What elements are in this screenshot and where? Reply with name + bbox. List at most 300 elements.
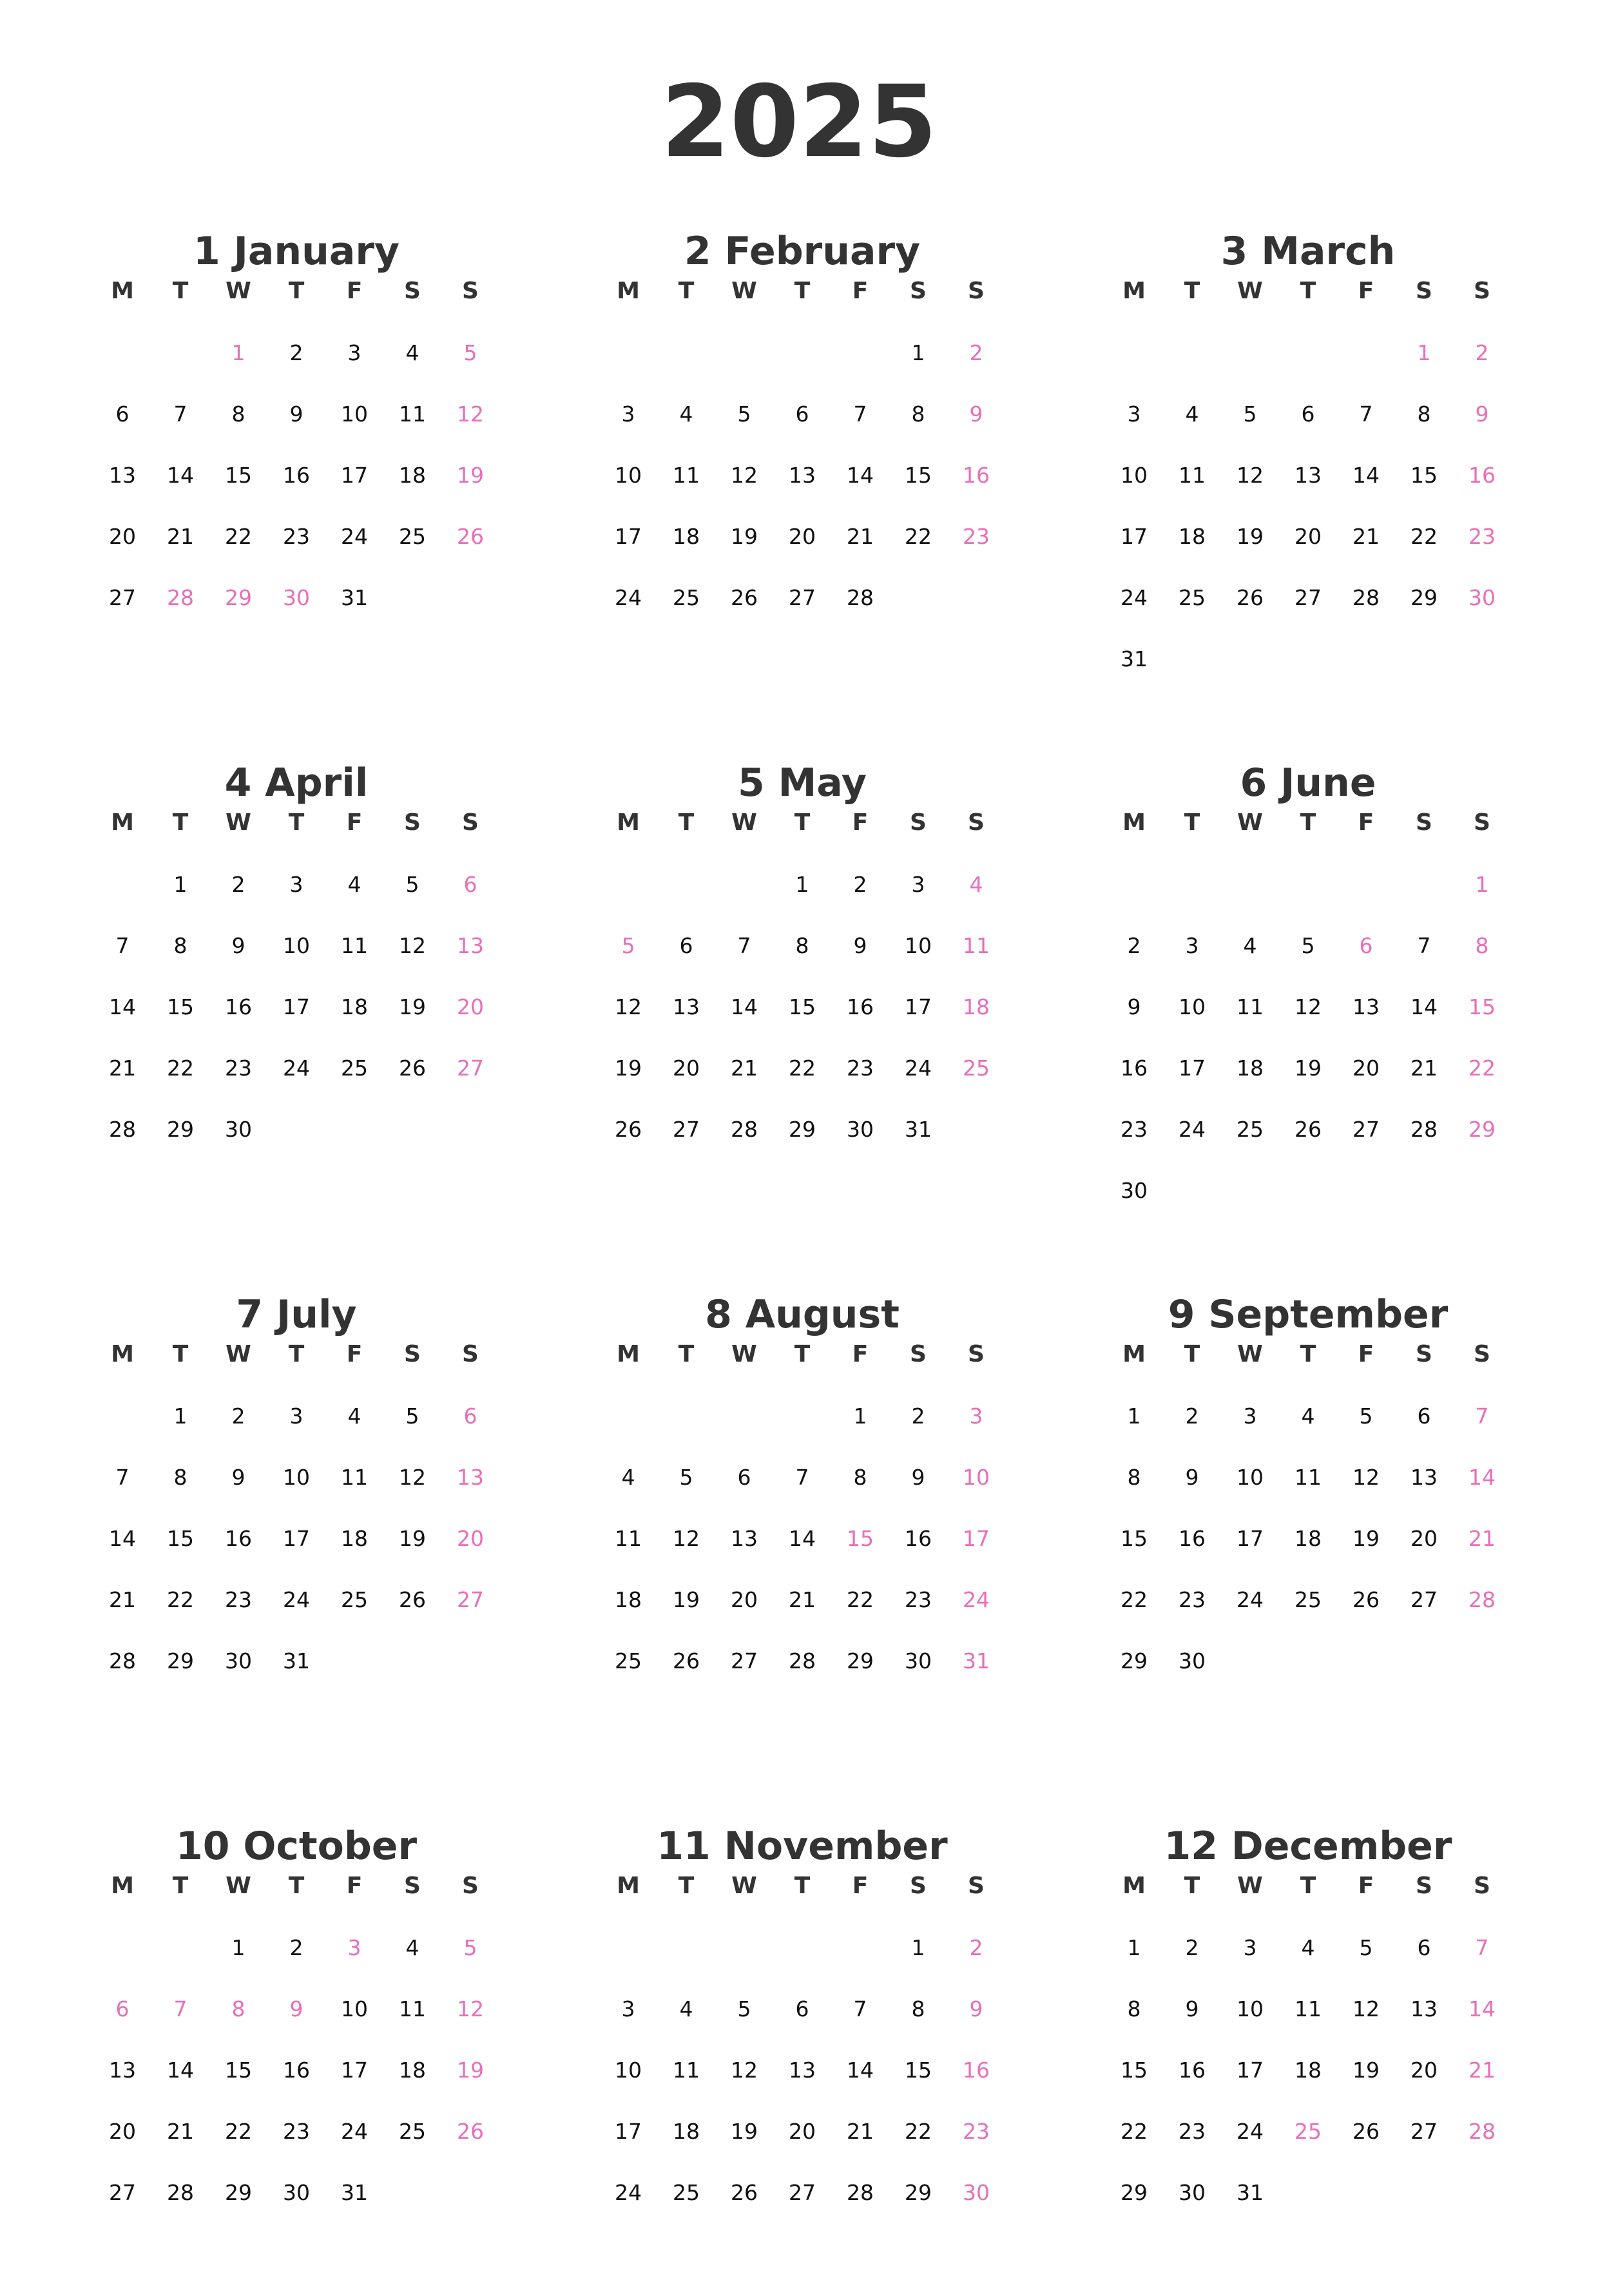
- day-cell-highlighted: 2: [969, 340, 983, 365]
- weekday-header: [599, 804, 1005, 842]
- day-cell-highlighted: 23: [963, 2119, 990, 2144]
- day-cell-highlighted: 6: [1359, 933, 1373, 958]
- day-cell: 25: [341, 1587, 368, 1612]
- day-cell: 3: [621, 1996, 635, 2021]
- day-cell: 3: [1243, 1935, 1257, 1960]
- day-cell: 8: [911, 401, 925, 427]
- weekday-label: S: [1416, 1341, 1432, 1367]
- day-cell: 13: [1410, 1465, 1438, 1490]
- day-cell-highlighted: 9: [1475, 401, 1489, 427]
- day-cell: 25: [399, 2119, 426, 2144]
- weekday-label: T: [678, 278, 695, 304]
- day-cell: 22: [225, 2119, 252, 2144]
- day-cell: 6: [1417, 1935, 1431, 1960]
- weekday-label: T: [172, 278, 189, 304]
- day-cell: 12: [399, 1465, 426, 1490]
- day-cell: 6: [679, 933, 693, 958]
- day-cell: 20: [789, 2119, 816, 2144]
- day-cell: 24: [1121, 585, 1148, 610]
- day-cell: 2: [289, 340, 303, 365]
- day-cell: 2: [1185, 1935, 1199, 1960]
- day-cell: 26: [1295, 1117, 1322, 1142]
- day-cell: 27: [1295, 585, 1322, 610]
- month-title: 12 December: [1164, 1824, 1452, 1869]
- day-cell: 7: [737, 933, 751, 958]
- day-cell-highlighted: 10: [963, 1465, 990, 1490]
- day-cell: 17: [1121, 524, 1148, 549]
- day-cell: 23: [1121, 1117, 1148, 1142]
- weekday-label: T: [1300, 1873, 1316, 1899]
- day-cell: 26: [399, 1056, 426, 1081]
- day-cell-highlighted: 23: [963, 524, 990, 549]
- weekday-label: F: [1358, 809, 1374, 836]
- day-cell: 7: [115, 1465, 130, 1490]
- day-cell: 1: [795, 872, 809, 897]
- day-cell: 10: [341, 401, 368, 427]
- day-cell: 6: [1417, 1404, 1431, 1429]
- day-cell: 1: [853, 1404, 867, 1429]
- day-cell: 7: [853, 401, 867, 427]
- day-cell: 5: [405, 872, 419, 897]
- day-cell: 1: [911, 1935, 925, 1960]
- day-cell: 6: [737, 1465, 751, 1490]
- day-cell-highlighted: 14: [1468, 1465, 1496, 1490]
- day-cell: 8: [795, 933, 809, 958]
- day-cell-highlighted: 26: [457, 524, 484, 549]
- day-cell: 5: [1359, 1935, 1373, 1960]
- weekday-header: [93, 804, 499, 842]
- weekday-header: [1105, 272, 1511, 311]
- day-cell: 24: [615, 585, 642, 610]
- day-cell: 13: [789, 463, 816, 488]
- day-cell: 4: [1301, 1935, 1315, 1960]
- month-title: 4 April: [224, 760, 369, 806]
- day-cell: 27: [789, 585, 816, 610]
- day-cell: 19: [399, 1526, 426, 1551]
- day-grid: [93, 1929, 499, 2296]
- day-cell: 29: [1121, 1648, 1148, 1674]
- day-cell-highlighted: 19: [457, 463, 484, 488]
- day-cell: 20: [1295, 524, 1322, 549]
- day-cell: 5: [1359, 1404, 1373, 1429]
- day-cell: 21: [847, 2119, 874, 2144]
- day-cell: 23: [905, 1587, 932, 1612]
- day-cell: 15: [1121, 2058, 1148, 2083]
- day-cell: 27: [789, 2180, 816, 2205]
- day-cell: 19: [399, 994, 426, 1019]
- weekday-label: T: [794, 1873, 811, 1899]
- day-cell: 4: [1243, 933, 1257, 958]
- weekday-label: S: [404, 1873, 421, 1899]
- weekday-label: F: [852, 1873, 869, 1899]
- day-cell-highlighted: 24: [963, 1587, 990, 1612]
- weekday-label: T: [172, 809, 189, 836]
- day-cell: 24: [341, 2119, 368, 2144]
- day-cell: 15: [1410, 463, 1438, 488]
- day-cell-highlighted: 25: [963, 1056, 990, 1081]
- day-cell: 4: [1301, 1404, 1315, 1429]
- month-title: 8 August: [705, 1292, 900, 1337]
- day-cell: 26: [399, 1587, 426, 1612]
- day-cell-highlighted: 3: [969, 1404, 983, 1429]
- day-cell: 23: [283, 524, 310, 549]
- day-cell: 9: [231, 1465, 245, 1490]
- weekday-label: F: [1358, 1341, 1374, 1367]
- day-cell: 18: [1295, 1526, 1322, 1551]
- day-cell: 28: [109, 1648, 136, 1674]
- day-cell: 18: [673, 2119, 700, 2144]
- day-cell: 14: [731, 994, 758, 1019]
- day-cell: 17: [1237, 2058, 1264, 2083]
- weekday-header: [599, 1867, 1005, 1905]
- weekday-label: W: [731, 1873, 757, 1899]
- day-cell: 30: [847, 1117, 874, 1142]
- day-cell: 28: [1353, 585, 1380, 610]
- day-cell: 7: [1417, 933, 1431, 958]
- day-cell: 31: [905, 1117, 932, 1142]
- day-cell: 9: [231, 933, 245, 958]
- day-cell-highlighted: 30: [963, 2180, 990, 2205]
- day-cell: 26: [673, 1648, 700, 1674]
- day-cell: 9: [853, 933, 867, 958]
- day-grid: [93, 865, 499, 1233]
- weekday-label: W: [1237, 1341, 1263, 1367]
- day-cell: 11: [673, 2058, 700, 2083]
- weekday-label: T: [288, 1341, 305, 1367]
- day-cell: 30: [225, 1117, 252, 1142]
- day-cell: 16: [847, 994, 874, 1019]
- day-cell: 5: [1243, 401, 1257, 427]
- day-cell: 27: [673, 1117, 700, 1142]
- day-cell-highlighted: 21: [1468, 2058, 1496, 2083]
- day-cell-highlighted: 29: [225, 585, 252, 610]
- day-cell-highlighted: 5: [463, 1935, 477, 1960]
- day-cell: 12: [399, 933, 426, 958]
- day-cell: 18: [1237, 1056, 1264, 1081]
- day-cell: 25: [1237, 1117, 1264, 1142]
- day-cell: 9: [1127, 994, 1141, 1019]
- day-cell-highlighted: 9: [289, 1996, 303, 2021]
- weekday-label: S: [462, 1873, 479, 1899]
- day-cell-highlighted: 6: [463, 872, 477, 897]
- weekday-label: T: [678, 1341, 695, 1367]
- day-cell: 30: [905, 1648, 932, 1674]
- weekday-label: S: [910, 809, 927, 836]
- day-cell: 19: [731, 2119, 758, 2144]
- day-cell: 7: [853, 1996, 867, 2021]
- day-cell: 16: [1179, 2058, 1206, 2083]
- day-cell: 15: [905, 463, 932, 488]
- day-cell-highlighted: 30: [283, 585, 310, 610]
- day-cell: 8: [1417, 401, 1431, 427]
- weekday-label: S: [1474, 1341, 1490, 1367]
- weekday-label: F: [852, 1341, 869, 1367]
- weekday-label: S: [462, 1341, 479, 1367]
- day-cell-highlighted: 27: [457, 1587, 484, 1612]
- day-cell: 10: [615, 463, 642, 488]
- weekday-label: S: [910, 1873, 927, 1899]
- weekday-label: S: [462, 809, 479, 836]
- weekday-label: S: [404, 278, 421, 304]
- day-cell: 29: [1121, 2180, 1148, 2205]
- weekday-label: F: [346, 809, 363, 836]
- weekday-label: W: [1237, 278, 1263, 304]
- day-cell: 23: [847, 1056, 874, 1081]
- day-cell: 23: [1179, 1587, 1206, 1612]
- day-cell-highlighted: 9: [969, 1996, 983, 2021]
- day-cell: 28: [789, 1648, 816, 1674]
- day-cell-highlighted: 7: [1475, 1935, 1489, 1960]
- day-cell: 27: [1410, 2119, 1438, 2144]
- day-cell: 8: [1127, 1465, 1141, 1490]
- day-cell: 15: [225, 463, 252, 488]
- day-cell-highlighted: 1: [1417, 340, 1431, 365]
- day-cell: 11: [1237, 994, 1264, 1019]
- day-cell: 7: [115, 933, 130, 958]
- day-cell: 4: [679, 401, 693, 427]
- day-cell: 31: [1237, 2180, 1264, 2205]
- day-cell: 12: [673, 1526, 700, 1551]
- day-cell: 21: [109, 1056, 136, 1081]
- day-cell: 3: [1127, 401, 1141, 427]
- weekday-label: F: [346, 1341, 363, 1367]
- day-cell: 29: [847, 1648, 874, 1674]
- weekday-label: F: [1358, 1873, 1374, 1899]
- day-cell: 18: [341, 994, 368, 1019]
- day-cell: 18: [341, 1526, 368, 1551]
- weekday-label: T: [794, 1341, 811, 1367]
- day-grid: [1105, 334, 1511, 701]
- month-title: 3 March: [1220, 229, 1396, 274]
- weekday-label: W: [226, 278, 251, 304]
- day-cell: 20: [109, 524, 136, 549]
- day-cell: 17: [1179, 1056, 1206, 1081]
- day-cell: 26: [1353, 1587, 1380, 1612]
- weekday-label: M: [1122, 278, 1146, 304]
- day-cell: 31: [1121, 646, 1148, 671]
- weekday-label: F: [1358, 278, 1374, 304]
- day-cell: 20: [109, 2119, 136, 2144]
- weekday-label: S: [1474, 278, 1490, 304]
- day-cell: 4: [621, 1465, 635, 1490]
- day-cell-highlighted: 18: [963, 994, 990, 1019]
- day-cell: 13: [1410, 1996, 1438, 2021]
- day-cell: 22: [167, 1056, 194, 1081]
- day-cell: 11: [399, 401, 426, 427]
- day-cell: 9: [1185, 1996, 1199, 2021]
- day-cell: 11: [673, 463, 700, 488]
- day-cell: 8: [173, 1465, 188, 1490]
- weekday-label: T: [288, 809, 305, 836]
- day-cell: 22: [1121, 1587, 1148, 1612]
- weekday-label: T: [288, 278, 305, 304]
- day-cell: 26: [731, 2180, 758, 2205]
- day-cell-highlighted: 19: [457, 2058, 484, 2083]
- day-cell: 22: [789, 1056, 816, 1081]
- day-cell: 3: [347, 340, 361, 365]
- day-cell: 10: [1237, 1996, 1264, 2021]
- day-cell: 15: [225, 2058, 252, 2083]
- day-cell: 6: [795, 401, 809, 427]
- day-cell: 9: [1185, 1465, 1199, 1490]
- day-cell: 4: [405, 1935, 419, 1960]
- weekday-label: T: [794, 809, 811, 836]
- day-cell: 31: [341, 585, 368, 610]
- day-cell: 4: [679, 1996, 693, 2021]
- day-cell: 3: [1185, 933, 1199, 958]
- weekday-label: S: [968, 1873, 985, 1899]
- day-cell: 8: [231, 401, 245, 427]
- day-grid: [93, 334, 499, 701]
- day-cell: 19: [1353, 1526, 1380, 1551]
- day-cell-highlighted: 4: [969, 872, 983, 897]
- day-cell: 20: [731, 1587, 758, 1612]
- day-cell: 13: [1295, 463, 1322, 488]
- weekday-label: F: [346, 278, 363, 304]
- day-cell: 29: [905, 2180, 932, 2205]
- day-cell: 14: [109, 1526, 136, 1551]
- day-cell: 11: [341, 933, 368, 958]
- day-cell-highlighted: 23: [1468, 524, 1496, 549]
- weekday-header: [599, 272, 1005, 311]
- day-cell-highlighted: 22: [1468, 1056, 1496, 1081]
- weekday-label: T: [288, 1873, 305, 1899]
- day-grid: [599, 865, 1005, 1233]
- day-cell: 1: [911, 340, 925, 365]
- weekday-label: S: [1416, 809, 1432, 836]
- day-cell-highlighted: 25: [1295, 2119, 1322, 2144]
- day-cell: 2: [231, 1404, 245, 1429]
- day-cell: 28: [847, 2180, 874, 2205]
- weekday-label: W: [731, 278, 757, 304]
- day-cell: 14: [167, 463, 194, 488]
- weekday-label: S: [404, 809, 421, 836]
- day-cell: 18: [1179, 524, 1206, 549]
- weekday-label: M: [617, 809, 640, 836]
- day-cell: 14: [1410, 994, 1438, 1019]
- day-cell-highlighted: 12: [457, 1996, 484, 2021]
- day-cell-highlighted: 16: [963, 463, 990, 488]
- day-cell: 6: [795, 1996, 809, 2021]
- day-cell: 7: [173, 401, 188, 427]
- day-cell: 12: [1237, 463, 1264, 488]
- weekday-label: T: [1184, 1873, 1200, 1899]
- day-cell: 21: [109, 1587, 136, 1612]
- month-title: 1 January: [193, 229, 400, 274]
- day-cell: 21: [167, 524, 194, 549]
- day-cell-highlighted: 1: [1475, 872, 1489, 897]
- day-cell: 4: [1185, 401, 1199, 427]
- day-cell: 18: [673, 524, 700, 549]
- weekday-label: W: [226, 1873, 251, 1899]
- day-cell: 21: [1353, 524, 1380, 549]
- weekday-label: T: [172, 1341, 189, 1367]
- day-cell: 27: [731, 1648, 758, 1674]
- day-cell: 14: [1353, 463, 1380, 488]
- weekday-label: W: [731, 809, 757, 836]
- day-cell: 25: [1295, 1587, 1322, 1612]
- day-cell: 27: [1410, 1587, 1438, 1612]
- day-cell: 10: [615, 2058, 642, 2083]
- day-cell: 27: [109, 2180, 136, 2205]
- day-cell: 29: [167, 1117, 194, 1142]
- day-cell: 15: [905, 2058, 932, 2083]
- day-cell: 24: [1237, 2119, 1264, 2144]
- day-cell: 12: [731, 2058, 758, 2083]
- weekday-label: S: [404, 1341, 421, 1367]
- day-cell-highlighted: 28: [1468, 1587, 1496, 1612]
- day-cell: 13: [1353, 994, 1380, 1019]
- day-cell: 7: [1359, 401, 1373, 427]
- day-cell: 16: [225, 1526, 252, 1551]
- day-cell: 15: [167, 1526, 194, 1551]
- day-cell: 10: [1121, 463, 1148, 488]
- day-cell-highlighted: 13: [457, 933, 484, 958]
- day-cell: 14: [109, 994, 136, 1019]
- day-cell: 22: [225, 524, 252, 549]
- day-cell: 24: [905, 1056, 932, 1081]
- day-cell: 6: [115, 401, 130, 427]
- day-cell: 3: [289, 1404, 303, 1429]
- day-cell: 13: [109, 463, 136, 488]
- day-cell: 19: [1237, 524, 1264, 549]
- day-cell-highlighted: 1: [231, 340, 245, 365]
- day-grid: [1105, 865, 1511, 1233]
- day-cell: 30: [225, 1648, 252, 1674]
- day-cell: 19: [1353, 2058, 1380, 2083]
- day-cell-highlighted: 29: [1468, 1117, 1496, 1142]
- weekday-label: T: [794, 278, 811, 304]
- day-cell: 10: [905, 933, 932, 958]
- day-cell: 10: [283, 933, 310, 958]
- day-cell-highlighted: 13: [457, 1465, 484, 1490]
- weekday-label: S: [968, 278, 985, 304]
- weekday-header: [93, 272, 499, 311]
- day-cell: 16: [283, 463, 310, 488]
- day-cell: 22: [1121, 2119, 1148, 2144]
- weekday-label: W: [731, 1341, 757, 1367]
- day-cell: 19: [615, 1056, 642, 1081]
- day-cell: 29: [789, 1117, 816, 1142]
- day-cell: 17: [283, 994, 310, 1019]
- day-cell: 23: [225, 1587, 252, 1612]
- day-cell: 17: [1237, 1526, 1264, 1551]
- day-cell: 6: [1301, 401, 1315, 427]
- day-cell: 29: [225, 2180, 252, 2205]
- day-cell-highlighted: 7: [1475, 1404, 1489, 1429]
- day-cell-highlighted: 7: [173, 1996, 188, 2021]
- weekday-label: T: [172, 1873, 189, 1899]
- day-cell: 2: [911, 1404, 925, 1429]
- day-cell: 26: [1353, 2119, 1380, 2144]
- day-cell-highlighted: 15: [847, 1526, 874, 1551]
- day-cell-highlighted: 6: [115, 1996, 130, 2021]
- day-cell: 3: [911, 872, 925, 897]
- day-cell: 4: [347, 872, 361, 897]
- day-cell: 1: [1127, 1935, 1141, 1960]
- day-cell-highlighted: 5: [463, 340, 477, 365]
- weekday-label: W: [226, 809, 251, 836]
- day-cell: 31: [341, 2180, 368, 2205]
- day-cell: 11: [615, 1526, 642, 1551]
- day-cell: 1: [173, 1404, 188, 1429]
- day-cell-highlighted: 11: [963, 933, 990, 958]
- weekday-header: [1105, 804, 1511, 842]
- day-cell: 11: [1179, 463, 1206, 488]
- day-cell: 24: [1179, 1117, 1206, 1142]
- weekday-label: T: [1300, 1341, 1316, 1367]
- weekday-label: W: [226, 1341, 251, 1367]
